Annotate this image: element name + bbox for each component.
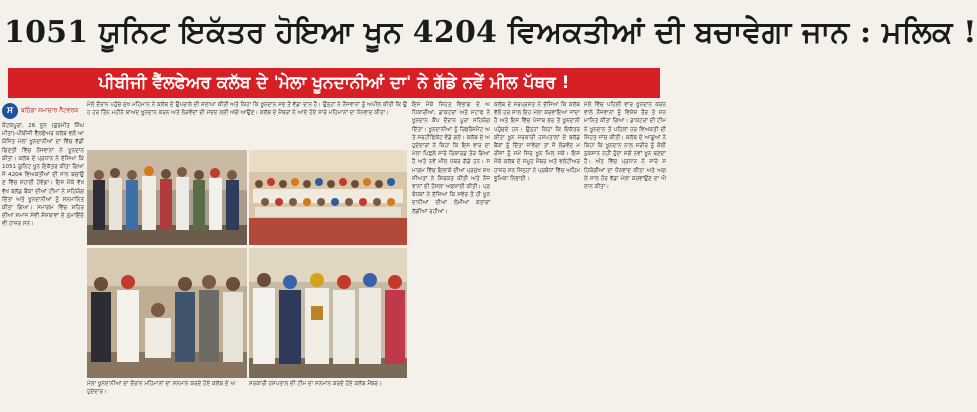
article-column-4: ਕਲੱਬ ਦੇ ਸਰਪ੍ਰਸਤ ਨੇ ਦੱਸਿਆ ਕਿ ਕਲੱਬ ਵੱਲੋਂ ਹਰ ਸਾਲ ਇਹ ਮੇਲਾ ਕਰਵਾਇਆ ਜਾਂਦਾ ਹੈ ਅਤੇ ਇਸ ਵਿੱਚ ਪੰਜਾਬ ਭਰ ਤੋਂ ਖੂਨਦਾਨੀ ਪਹੁੰਚਦੇ ਹਨ। ਉਨ੍ਹਾਂ ਕਿਹਾ ਕਿ ਇਕੱਤਰ ਕੀਤਾ ਖੂਨ ਸਰਕਾਰੀ ਹਸਪਤਾਲਾਂ ਦੇ ਬਲੱਡ ਬੈਂਕਾਂ ਨੂੰ ਦਿੱਤਾ ਜਾਵੇਗਾ ਤਾਂ ਜੋ ਲੋੜਵੰਦ ਮਰੀਜ਼ਾਂ ਨੂੰ ਸਮੇਂ ਸਿਰ ਖੂਨ ਮਿਲ ਸਕੇ। ਇਸ ਮੌਕੇ ਕਲੱਬ ਦੇ ਸਮੂਹ ਮੈਂਬਰ ਅਤੇ ਵਲੰਟੀਅਰ ਹਾਜ਼ਰ ਸਨ ਜਿਨ੍ਹਾਂ ਨੇ ਪ੍ਰਬੰਧਾਂ ਵਿੱਚ ਅਹਿਮ ਭੂਮਿਕਾ ਨਿਭਾਈ। [494, 102, 580, 182]
photo-felicitation-ceremony [87, 248, 247, 378]
photo-caption-2: ਸਰਕਾਰੀ ਹਸਪਤਾਲ ਦੀ ਟੀਮ ਦਾ ਸਨਮਾਨ ਕਰਦੇ ਹੋਏ ਕਲੱਬ ਮੈਂਬਰ। [249, 381, 382, 387]
article-column-5: ਮੇਲੇ ਵਿੱਚ ਪਹਿਲੀ ਵਾਰ ਖੂਨਦਾਨ ਕਰਨ ਵਾਲੇ ਨੌਜਵਾਨਾਂ ਨੂੰ ਵਿਸ਼ੇਸ਼ ਤੌਰ ਤੇ ਸਨਮਾਨਿਤ ਕੀਤਾ ਗਿਆ। ਡਾਕਟਰਾਂ ਦੀ ਟੀਮ ਨੇ ਖੂਨਦਾਨ ਤੋਂ ਪਹਿਲਾਂ ਹਰ ਵਿਅਕਤੀ ਦੀ ਸਿਹਤ ਜਾਂਚ ਕੀਤੀ। ਕਲੱਬ ਦੇ ਆਗੂਆਂ ਨੇ ਕਿਹਾ ਕਿ ਖੂਨਦਾਨ ਨਾਲ ਸਰੀਰ ਨੂੰ ਕੋਈ ਨੁਕਸਾਨ ਨਹੀਂ ਹੁੰਦਾ ਸਗੋਂ ਨਵਾਂ ਖੂਨ ਬਣਦਾ ਹੈ। ਅੰਤ ਵਿੱਚ ਪ੍ਰਧਾਨ ਨੇ ਸਾਰੇ ਸਹਿਯੋਗੀਆਂ ਦਾ ਧੰਨਵਾਦ ਕੀਤਾ ਅਤੇ ਅਗਲੇ ਸਾਲ ਹੋਰ ਵੱਡਾ ਮੇਲਾ ਕਰਵਾਉਣ ਦਾ ਐਲਾਨ ਕੀਤਾ। [584, 102, 666, 191]
byline [2, 101, 86, 121]
headline: 1051 ਯੂਨਿਟ ਇਕੱਤਰ ਹੋਇਆ ਖੂਨ 4204 ਵਿਅਕਤੀਆਂ ਦੀ ਬਚਾਵੇਗਾ ਜਾਨ : ਮਲਿਕ ! [4, 15, 977, 50]
byline-text: ਬਠਿੰਡਾ ਸਮਾਚਾਰ ਨੈੱਟਵਰਕ [21, 107, 79, 114]
article-column-1: ਕੋਟਕਪੂਰਾ, 26 ਜੂਨ (ਗੁਰਮੀਤ ਸਿੰਘ ਮੀਤਾ)-ਪੀਬੀਜੀ ਵੈੱਲਫੇਅਰ ਕਲੱਬ ਵਲੋਂ ਆਯੋਜਿਤ ਮੇਲਾ ਖੂਨਦਾਨੀਆਂ ਦਾ ਵਿੱਚ ਵੱਡੀ ਗਿਣਤੀ ਵਿੱਚ ਨੌਜਵਾਨਾਂ ਨੇ ਖੂਨਦਾਨ ਕੀਤਾ। ਕਲੱਬ ਦੇ ਪ੍ਰਧਾਨ ਨੇ ਦੱਸਿਆ ਕਿ 1051 ਯੂਨਿਟ ਖੂਨ ਇਕੱਤਰ ਕੀਤਾ ਗਿਆ ਜੋ 4204 ਵਿਅਕਤੀਆਂ ਦੀ ਜਾਨ ਬਚਾਉਣ ਵਿੱਚ ਸਹਾਈ ਹੋਵੇਗਾ। ਇਸ ਮੌਕੇ ਵੱਖ ਵੱਖ ਬਲੱਡ ਬੈਂਕਾਂ ਦੀਆਂ ਟੀਮਾਂ ਨੇ ਸਹਿਯੋਗ ਦਿੱਤਾ ਅਤੇ ਖੂਨਦਾਨੀਆਂ ਨੂੰ ਸਨਮਾਨਿਤ ਕੀਤਾ ਗਿਆ। ਸਮਾਗਮ ਵਿੱਚ ਸ਼ਹਿਰ ਦੀਆਂ ਸਮਾਜ ਸੇਵੀ ਸੰਸਥਾਵਾਂ ਦੇ ਨੁਮਾਇੰਦੇ ਵੀ ਹਾਜ਼ਰ ਸਨ। [2, 123, 84, 228]
photo-hospital-team-honour [249, 248, 407, 378]
article-column-top: ਮੇਲੇ ਦੌਰਾਨ ਪਹੁੰਚੇ ਮੁੱਖ ਮਹਿਮਾਨ ਨੇ ਕਲੱਬ ਦੇ ਉਪਰਾਲੇ ਦੀ ਸ਼ਲਾਘਾ ਕੀਤੀ ਅਤੇ ਕਿਹਾ ਕਿ ਖੂਨਦਾਨ ਸਭ ਤੋਂ ਵੱਡਾ ਦਾਨ ਹੈ। ਉਨ੍ਹਾਂ ਨੇ ਨੌਜਵਾਨਾਂ ਨੂੰ ਅਪੀਲ ਕੀਤੀ ਕਿ ਉਹ ਹਰ ਤਿੰਨ ਮਹੀਨੇ ਬਾਅਦ ਖੂਨਦਾਨ ਕਰਨ ਅਤੇ ਲੋੜਵੰਦਾਂ ਦੀ ਮੱਦਦ ਲਈ ਅੱਗੇ ਆਉਣ। ਕਲੱਬ ਦੇ ਮੈਂਬਰਾਂ ਨੇ ਆਏ ਹੋਏ ਸਾਰੇ ਮਹਿਮਾਨਾਂ ਦਾ ਧੰਨਵਾਦ ਕੀਤਾ। [87, 102, 407, 117]
article-column-3: ਇਸ ਮੌਕੇ ਸਿਹਤ ਵਿਭਾਗ ਦੇ ਅਧਿਕਾਰੀਆਂ, ਡਾਕਟਰਾਂ ਅਤੇ ਸਟਾਫ ਨੇ ਖੂਨਦਾਨ ਕੈਂਪ ਦੌਰਾਨ ਪੂਰਾ ਸਹਿਯੋਗ ਦਿੱਤਾ। ਖੂਨਦਾਨੀਆਂ ਨੂੰ ਰਿਫਰੈਸ਼ਮੈਂਟ ਅਤੇ ਸਰਟੀਫਿਕੇਟ ਵੰਡੇ ਗਏ। ਕਲੱਬ ਦੇ ਅਹੁਦੇਦਾਰਾਂ ਨੇ ਕਿਹਾ ਕਿ ਇਸ ਵਾਰ ਦਾ ਮੇਲਾ ਪਿਛਲੇ ਸਾਰੇ ਰਿਕਾਰਡ ਤੋੜ ਗਿਆ ਹੈ ਅਤੇ ਨਵੇਂ ਮੀਲ ਪੱਥਰ ਗੱਡੇ ਹਨ। ਸਮਾਗਮ ਵਿੱਚ ਇਲਾਕੇ ਦੀਆਂ ਪ੍ਰਮੁੱਖ ਸ਼ਖਸੀਅਤਾਂ ਨੇ ਸ਼ਿਰਕਤ ਕੀਤੀ ਅਤੇ ਨੌਜਵਾਨਾਂ ਦੀ ਹੌਸਲਾ ਅਫਜ਼ਾਈ ਕੀਤੀ। ਪ੍ਰਬੰਧਕਾਂ ਨੇ ਦੱਸਿਆ ਕਿ ਸਵੇਰ ਤੋਂ ਹੀ ਖੂਨਦਾਨੀਆਂ ਦੀਆਂ ਲੰਮੀਆਂ ਕਤਾਰਾਂ ਲੱਗੀਆਂ ਰਹੀਆਂ। [412, 102, 490, 215]
photo-felicitation-group [87, 150, 247, 245]
subheadline-banner: ਪੀਬੀਜੀ ਵੈੱਲਫੇਅਰ ਕਲੱਬ ਦੇ 'ਮੇਲਾ ਖੂਨਦਾਨੀਆਂ ਦਾ' ਨੇ ਗੱਡੇ ਨਵੇਂ ਮੀਲ ਪੱਥਰ ! [8, 68, 660, 98]
photo-caption-1: ਮੇਲਾ ਖੂਨਦਾਨੀਆਂ ਦਾ ਦੌਰਾਨ ਮਹਿਮਾਨਾਂ ਦਾ ਸਨਮਾਨ ਕਰਦੇ ਹੋਏ ਕਲੱਬ ਦੇ ਅਹੁਦੇਦਾਰ। [87, 381, 236, 395]
newspaper-logo-icon: ਸ [2, 103, 18, 119]
photo-blood-donors-group [249, 150, 407, 245]
